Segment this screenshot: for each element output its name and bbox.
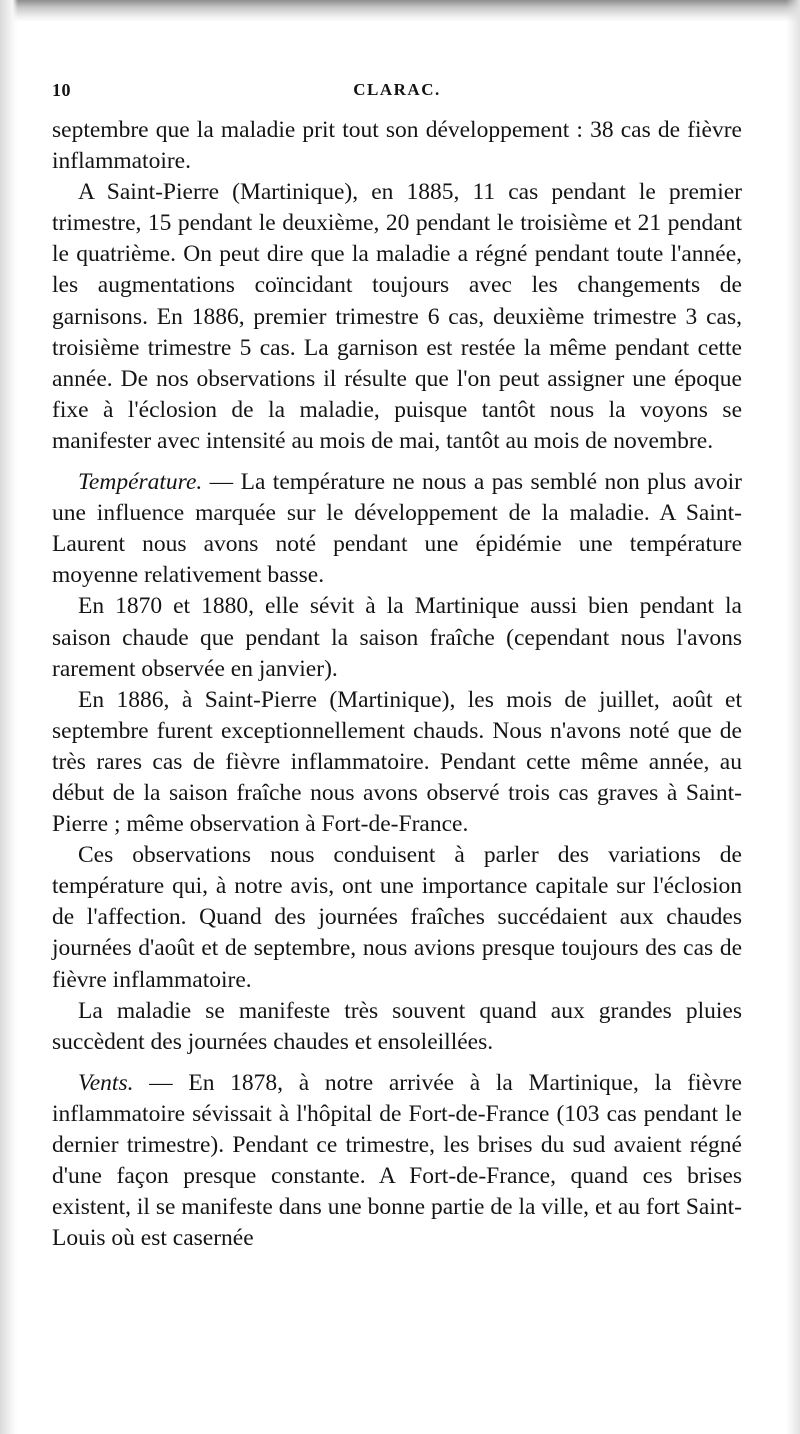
paragraph-vents-text: — En 1878, à notre arrivée à la Martinique, la fièvre inflammatoire sévissait à l'hôpital de Fort-de-France (103 cas pendant le dernier trimestre). Pendant ce trimestre, les brises du sud avaient régné d'une façon presque constante. A Fort-de-France, quand ces brises existent, il se manifeste dans une bonne partie de la ville, et au fort Saint-Louis où est casernée xyxy=(52,1069,742,1252)
page-left-shadow xyxy=(0,0,18,1434)
paragraph-temperature xyxy=(52,467,742,591)
paragraph-2: A Saint-Pierre (Martinique), en 1885, 11 cas pendant le premier trimestre, 15 pendant le deuxième, 20 pendant le troisième et 21 pendant le quatrième. On peut dire que la maladie a régné pendant toute l'année, les augmentations coïncidant toujours avec les changements de garnisons. En 1886, premier trimestre 6 cas, deuxième trimestre 3 cas, troisième trimestre 5 cas. La garnison est restée la même pendant cette année. De nos observations il résulte que l'on peut assigner une époque fixe à l'éclosion de la maladie, puisque tantôt nous la voyons se manifester avec intensité au mois de mai, tantôt au mois de novembre. xyxy=(52,179,742,454)
running-title: CLARAC. xyxy=(353,80,441,99)
paragraph-temperature-text: — La température ne nous a pas semblé non plus avoir une influence marquée sur le développement de la maladie. A Saint-Laurent nous avons noté pendant une épidémie une température moyenne relativement basse. xyxy=(52,469,742,589)
page-right-shadow xyxy=(786,0,800,1434)
paragraph-4: En 1870 et 1880, elle sévit à la Martinique aussi bien pendant la saison chaude que pendant la saison fraîche (cependant nous l'avons rarement observée en janvier). xyxy=(52,593,742,682)
page-top-shadow xyxy=(0,0,800,22)
paragraph-5: En 1886, à Saint-Pierre (Martinique), les mois de juillet, août et septembre furent exceptionnellement chauds. Nous n'avons noté que de très rares cas de fièvre inflammatoire. Pendant cette même année, au début de la saison fraîche nous avons observé trois cas graves à Saint-Pierre ; même observation à Fort-de-France. xyxy=(52,686,742,838)
body-text xyxy=(52,115,742,1254)
paragraph-1: septembre que la maladie prit tout son développement : 38 cas de fièvre inflammatoire. xyxy=(52,117,742,175)
paragraph-7: La maladie se manifeste très souvent quand aux grandes pluies succèdent des journées chaudes et ensoleillées. xyxy=(52,997,742,1055)
paragraph-6: Ces observations nous conduisent à parler des variations de température qui, à notre avis, ont une importance capitale sur l'éclosion de l'affection. Quand des journées fraîches succédaient aux chaudes journées d'août et de septembre, nous avions presque toujours des cas de fièvre inflammatoire. xyxy=(52,842,742,993)
section-heading-temperature: Température. xyxy=(78,469,203,496)
page-number: 10 xyxy=(52,80,71,100)
paragraph-vents xyxy=(52,1068,742,1255)
section-heading-vents: Vents. xyxy=(78,1069,134,1096)
running-head xyxy=(52,80,742,110)
